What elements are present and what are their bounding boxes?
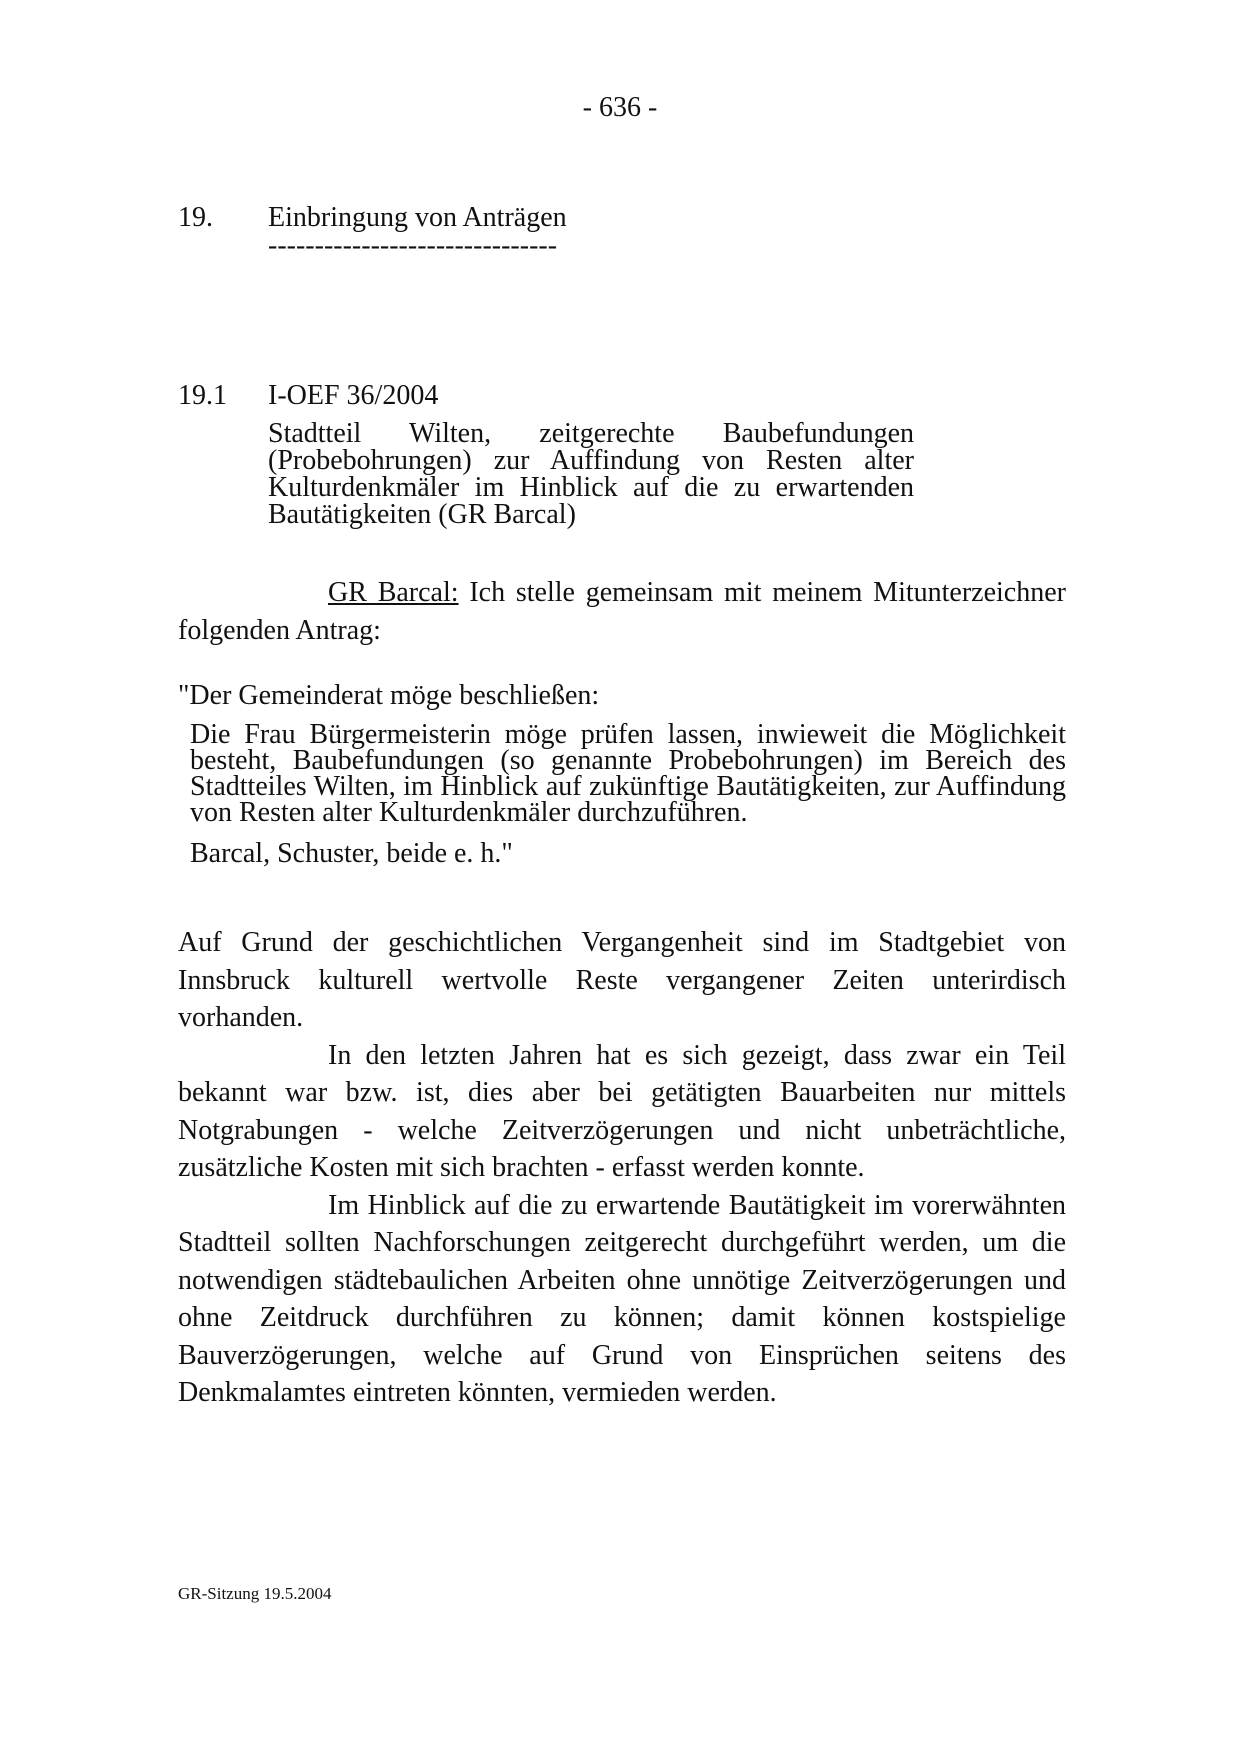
item-number: 19.1 (178, 380, 227, 411)
footer-session-date: GR-Sitzung 19.5.2004 (178, 1584, 332, 1603)
justification-paragraph-1: Auf Grund der geschichtlichen Vergangenheit sind im Stadtgebiet von Innsbruck kulturell wertvolle Reste vergangener Zeiten unterirdisch vorhanden. (178, 927, 1066, 1033)
motion-text: Die Frau Bürgermeisterin möge prüfen lassen, inwieweit die Möglichkeit besteht, Baubefundungen (so genannte Probebohrungen) im Bereich des Stadtteiles Wilten, im Hinblick auf zukünftige Bautätigkeiten, zur Auffindung von Resten alter Kulturdenkmäler durchzuführen. (190, 719, 1066, 828)
justification-text (178, 924, 1066, 1412)
justification-paragraph-3: Im Hinblick auf die zu erwartende Bautätigkeit im vorerwähnten Stadtteil sollten Nachforschungen zeitgerecht durchgeführt werden, um die notwendigen städtebaulichen Arbeiten ohne unnötige Zeitverzögerungen und ohne Zeitdruck durchführen zu können; damit können kostspielige Bauverzögerungen, welche auf Grund von Einsprüchen seitens des Denkmalamtes eintreten könnten, vermieden werden. (178, 1189, 1066, 1408)
page-number: - 636 - (582, 92, 658, 123)
speaker-statement: Ich stelle gemeinsam mit meinem Mitunterzeichner folgenden Antrag: (178, 577, 1066, 646)
speaker-name: GR Barcal: (328, 577, 459, 608)
section-title-underline: ------------------------------- (268, 230, 558, 261)
speaker-paragraph (178, 574, 1066, 650)
section-number: 19. (178, 202, 213, 233)
section-title: Einbringung von Anträgen (268, 202, 567, 233)
item-id: I-OEF 36/2004 (268, 380, 439, 411)
motion-signers: Barcal, Schuster, beide e. h." (190, 838, 513, 869)
motion-intro: "Der Gemeinderat möge beschließen: (178, 680, 600, 711)
item-subject: Stadtteil Wilten, zeitgerechte Baubefundungen (Probebohrungen) zur Auffindung von Resten alter Kulturdenkmäler im Hinblick auf die zu erwartenden Bautätigkeiten (GR Barcal) (268, 418, 914, 530)
justification-paragraph-2: In den letzten Jahren hat es sich gezeigt, dass zwar ein Teil bekannt war bzw. ist, dies aber bei getätigten Bauarbeiten nur mittels Notgrabungen - welche Zeitverzögerungen und nicht unbeträchtliche, zusätzliche Kosten mit sich brachten - erfasst werden konnte. (178, 1039, 1066, 1183)
